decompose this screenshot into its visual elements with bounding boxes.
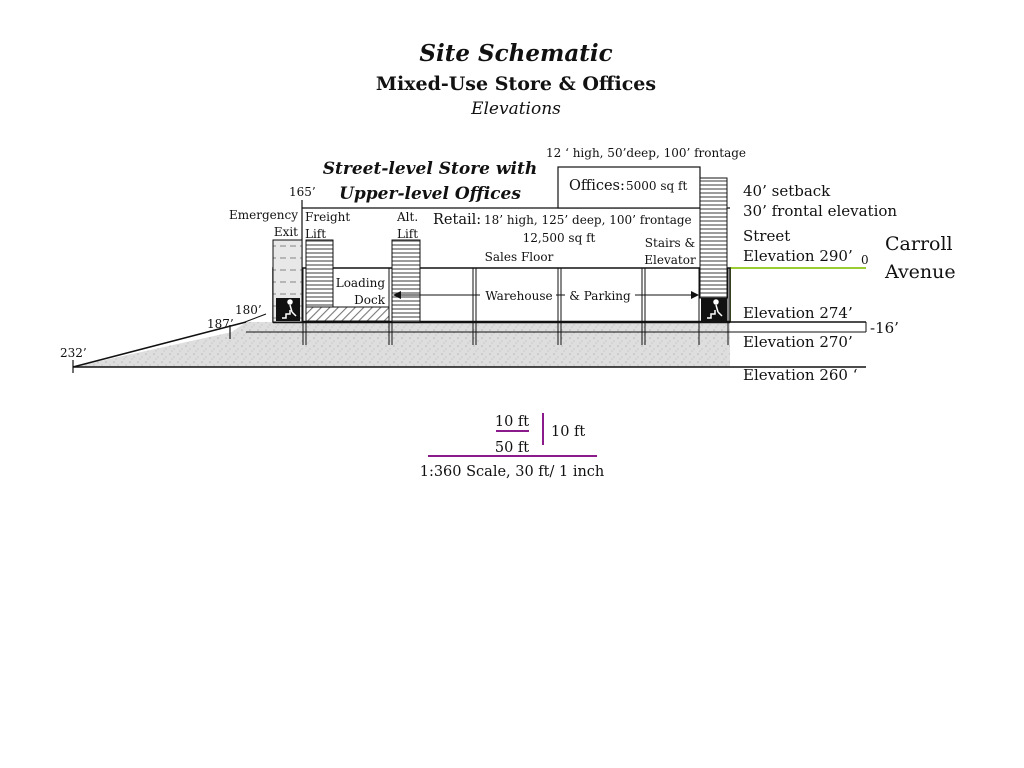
elevation-274-label: Elevation 274’ xyxy=(743,304,853,322)
store-heading-1: Street-level Store with xyxy=(322,159,538,179)
stairs-elevator-label-2: Elevator xyxy=(644,253,696,267)
ground-fill xyxy=(73,322,730,367)
freight-lift-label-2: Lift xyxy=(305,227,327,241)
offices-spec: 12 ‘ high, 50’deep, 100’ frontage xyxy=(545,146,747,160)
road-name-line2: Avenue xyxy=(885,261,956,283)
diagram-subtitle: Mixed-Use Store & Offices xyxy=(375,73,657,95)
offices-label: Offices: xyxy=(569,178,625,194)
retail-spec: 18’ high, 125’ deep, 100’ frontage xyxy=(484,213,692,227)
warehouse-label: Warehouse xyxy=(485,289,553,303)
emergency-exit-label-2: Exit xyxy=(273,225,298,239)
stairs-elevator-shaft xyxy=(700,178,727,298)
loading-dock-ramp xyxy=(306,307,389,321)
loading-dock-label-2: Dock xyxy=(354,293,385,307)
road-name-line1: Carroll xyxy=(885,233,953,255)
marker-165: 165’ xyxy=(289,185,316,199)
street-label: Street xyxy=(743,227,791,245)
offices-area: 5000 sq ft xyxy=(626,179,688,193)
view-label: Elevations xyxy=(471,99,561,119)
scale-10ft-horizontal-label: 10 ft xyxy=(494,414,530,430)
elevation-270-label: Elevation 270’ xyxy=(743,333,853,351)
store-heading-2: Upper-level Offices xyxy=(339,184,521,204)
marker-zero: 0 xyxy=(861,253,869,267)
frontal-elevation-label: 30’ frontal elevation xyxy=(743,202,898,220)
marker-187: 187’ xyxy=(207,317,234,331)
parking-label: & Parking xyxy=(569,289,631,303)
marker-minus16: -16’ xyxy=(870,319,899,337)
scale-50ft-label: 50 ft xyxy=(494,440,530,456)
alt-lift-shaft xyxy=(392,240,420,322)
marker-232: 232’ xyxy=(60,346,87,360)
retail-label: Retail: xyxy=(433,212,482,228)
freight-lift-shaft xyxy=(306,240,333,307)
marker-180: 180’ xyxy=(235,303,262,317)
loading-dock-label-1: Loading xyxy=(335,276,385,290)
setback-label: 40’ setback xyxy=(743,182,831,200)
freight-lift-label-1: Freight xyxy=(305,210,351,224)
elevation-290-label: Elevation 290’ xyxy=(743,247,853,265)
diagram-title: Site Schematic xyxy=(419,40,613,67)
scale-10ft-vertical-label: 10 ft xyxy=(551,424,586,440)
stairs-elevator-label-1: Stairs & xyxy=(644,236,696,250)
retail-area: 12,500 sq ft xyxy=(522,231,596,245)
alt-lift-label-1: Alt. xyxy=(397,210,419,224)
alt-lift-label-2: Lift xyxy=(397,227,419,241)
sales-floor-label: Sales Floor xyxy=(484,250,554,264)
elevation-260-label: Elevation 260 ‘ xyxy=(743,366,858,384)
scale-caption: 1:360 Scale, 30 ft/ 1 inch xyxy=(419,464,605,480)
emergency-exit-label-1: Emergency xyxy=(229,208,298,222)
